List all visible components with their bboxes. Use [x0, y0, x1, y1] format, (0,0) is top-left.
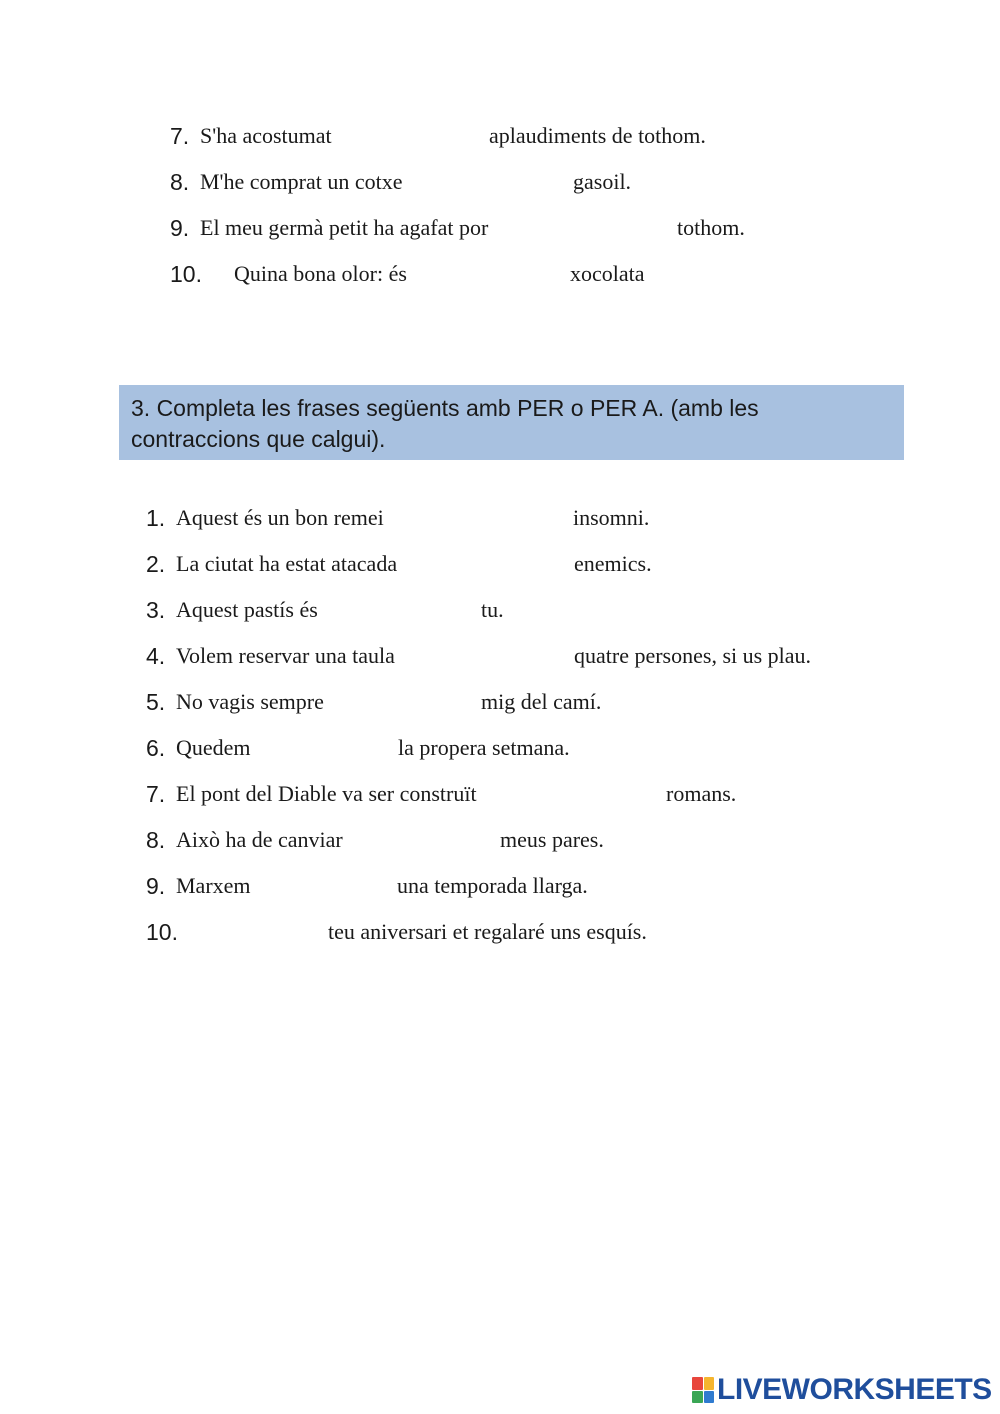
item-text-before: S'ha acostumat	[200, 123, 332, 148]
item-number: 7.	[170, 123, 190, 149]
item-number: 10.	[170, 261, 202, 287]
item-text-before: El pont del Diable va ser construït	[176, 781, 477, 806]
item-text-before: Aquest pastís és	[176, 597, 318, 622]
item-text-after: tothom.	[677, 215, 745, 240]
item-number: 4.	[146, 643, 166, 669]
item-text-after: gasoil.	[573, 169, 632, 194]
item-text-after: insomni.	[573, 505, 650, 530]
liveworksheets-logo-icon	[692, 1377, 714, 1403]
item-number: 5.	[146, 689, 166, 715]
item-text-after: tu.	[481, 597, 504, 622]
section3-heading: 3. Completa les frases següents amb PER o PER A. (amb les contraccions que calgui).	[131, 395, 759, 452]
item-text-before: Marxem	[176, 873, 251, 898]
item-number: 1.	[146, 505, 166, 531]
item-text-before: M'he comprat un cotxe	[200, 169, 403, 194]
item-text-before: El meu germà petit ha agafat por	[200, 215, 489, 240]
item-text-after: la propera setmana.	[398, 735, 570, 760]
item-text-after: xocolata	[570, 261, 645, 286]
item-text-before: La ciutat ha estat atacada	[176, 551, 398, 576]
item-number: 10.	[146, 919, 178, 945]
logo-text: LIVEWORKSHEETS	[717, 1373, 992, 1406]
item-text-after: romans.	[666, 781, 737, 806]
item-text-before: Aquest és un bon remei	[176, 505, 384, 530]
item-text-after: meus pares.	[500, 827, 604, 852]
item-text-after: mig del camí.	[481, 689, 602, 714]
item-text-before: No vagis sempre	[176, 689, 324, 714]
item-text-before: Volem reservar una taula	[176, 643, 395, 668]
item-text-after: enemics.	[574, 551, 652, 576]
item-number: 9.	[170, 215, 190, 241]
item-text-after: aplaudiments de tothom.	[489, 123, 706, 148]
item-number: 7.	[146, 781, 166, 807]
item-number: 8.	[146, 827, 166, 853]
item-number: 6.	[146, 735, 166, 761]
section3-heading-box	[119, 385, 904, 460]
item-number: 3.	[146, 597, 166, 623]
item-text-after: una temporada llarga.	[397, 873, 588, 898]
item-text-before: Quedem	[176, 735, 251, 760]
item-number: 9.	[146, 873, 166, 899]
item-text-after: teu aniversari et regalaré uns esquís.	[328, 919, 647, 944]
item-text-before: Quina bona olor: és	[234, 261, 407, 286]
item-number: 2.	[146, 551, 166, 577]
item-number: 8.	[170, 169, 190, 195]
liveworksheets-logo[interactable]	[692, 1374, 992, 1406]
item-text-after: quatre persones, si us plau.	[574, 643, 812, 668]
item-text-before: Això ha de canviar	[176, 827, 343, 852]
